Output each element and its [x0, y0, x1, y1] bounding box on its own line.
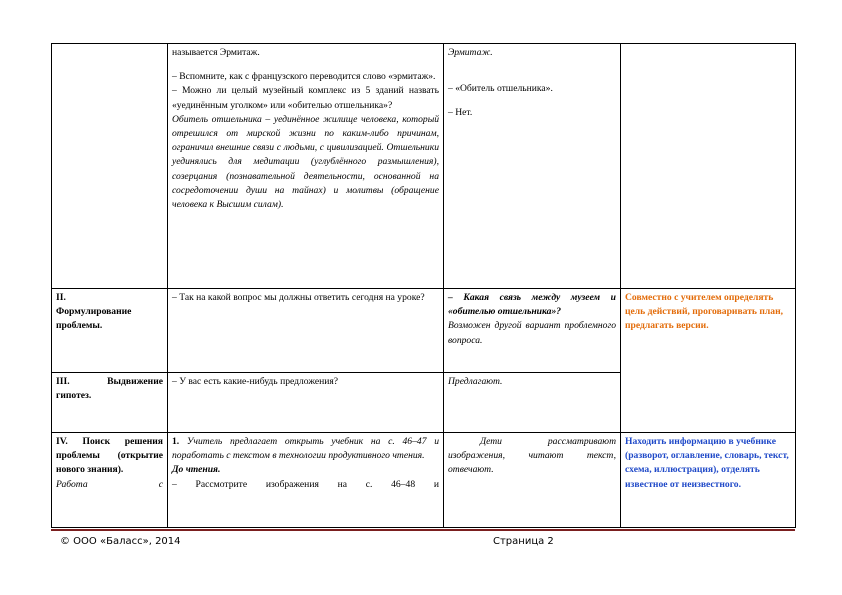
stage-title: Формулирование проблемы. — [56, 306, 132, 332]
uud-cell — [621, 289, 796, 433]
stage-number: IV. — [56, 436, 68, 447]
students-text: Предлагают. — [448, 376, 503, 387]
table-row — [52, 44, 796, 289]
footer-copyright: © ООО «Баласс», 2014 — [60, 536, 181, 547]
students-text: – «Обитель отшельника». — [448, 83, 553, 95]
students-cell — [444, 433, 621, 528]
stage-cell — [52, 289, 168, 373]
stage-title: гипотез. — [56, 390, 92, 402]
lesson-table — [51, 43, 796, 528]
students-question: – Какая связь между музеем и «обителью отшельника»? — [448, 292, 616, 318]
table-row — [52, 433, 796, 528]
task-number: 1. — [172, 436, 180, 447]
stage-extra: Работа с — [56, 478, 163, 490]
stage-cell — [52, 433, 168, 528]
teacher-cell — [168, 289, 444, 373]
teacher-subheading: До чтения. — [172, 464, 221, 476]
teacher-text: – Рассмотрите изображения на с. 46–48 и — [172, 478, 439, 490]
stage-title: Поиск решения проблемы (открытие нового знания). — [56, 436, 163, 476]
teacher-text: – У вас есть какие-нибудь предложения? — [172, 376, 339, 387]
uud-cell — [621, 44, 796, 289]
students-cell — [444, 44, 621, 289]
students-text: Дети рассматривают изображения, читают текст, отвечают. — [448, 436, 616, 476]
footer-page-number: Страница 2 — [493, 536, 554, 547]
students-text: – Нет. — [448, 107, 473, 119]
stage-number: III. — [56, 376, 70, 387]
teacher-text: – Можно ли целый музейный комплекс из 5 зданий назвать «уединённым уголком» или «обителью отшельника»? — [172, 85, 439, 111]
teacher-cell — [168, 44, 444, 289]
stage-number: II. — [56, 292, 66, 303]
stage-cell — [52, 373, 168, 433]
stage-label: Выдвижение — [107, 376, 163, 387]
students-cell — [444, 289, 621, 373]
uud-text: Находить информацию в учебнике (разворот, оглавление, словарь, текст, схема, иллюстрация), отделять известное от неизвестного. — [625, 436, 789, 490]
table-row — [52, 289, 796, 373]
teacher-text: – Так на какой вопрос мы должны ответить сегодня на уроке? — [172, 292, 425, 303]
students-text: Возможен другой вариант проблемного вопроса. — [448, 320, 616, 346]
footer-divider — [51, 529, 795, 531]
teacher-cell — [168, 373, 444, 433]
teacher-text: называется Эрмитаж. — [172, 47, 260, 58]
teacher-definition: Обитель отшельника – уединённое жилище человека, который отрешился от мирской жизни по каким-либо причинам, ограничил внешние связи с людьми, с цивилизацией. Отшельники уединялись для медитации (углублённого размышления), созерцания (познавательной деятельности, основанной на сосредоточении души на тайнах) и молитвы (обращение человека к Высшим силам). — [172, 113, 439, 210]
students-cell — [444, 373, 621, 433]
uud-text: Совместно с учителем определять цель действий, проговаривать план, предлагать версии. — [625, 292, 784, 332]
stage-cell — [52, 44, 168, 289]
teacher-instruction: Учитель предлагает открыть учебник на с. 46–47 и поработать с текстом в технологии продуктивного чтения. — [172, 436, 439, 462]
students-text: Эрмитаж. — [448, 47, 493, 58]
teacher-text: – Вспомните, как с французского переводится слово «эрмитаж». — [172, 71, 436, 83]
uud-cell — [621, 433, 796, 528]
teacher-cell — [168, 433, 444, 528]
